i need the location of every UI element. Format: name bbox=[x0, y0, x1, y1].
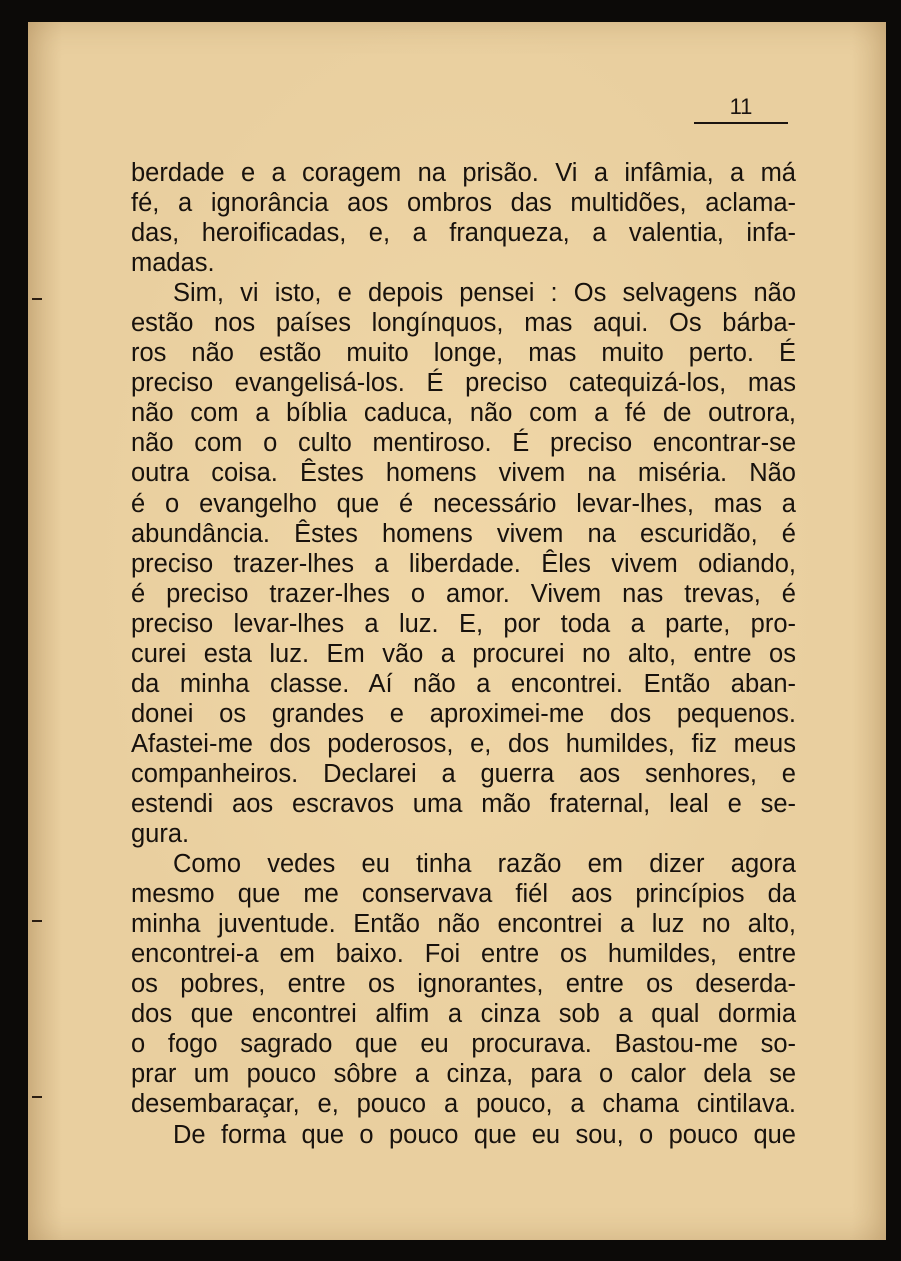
text-line: é o evangelho que é necessário levar-lhes, mas a bbox=[131, 489, 796, 518]
text-line: berdade e a coragem na prisão. Vi a infâmia, a má bbox=[131, 159, 796, 187]
text-line: é preciso trazer-lhes o amor. Vivem nas trevas, é bbox=[131, 579, 796, 608]
margin-mark bbox=[32, 298, 42, 300]
text-line: abundância. Êstes homens vivem na escuridão, é bbox=[131, 519, 796, 548]
text-line: minha juventude. Então não encontrei a luz no alto, bbox=[131, 910, 796, 939]
page-body-text bbox=[131, 158, 796, 1150]
text-line: não com o culto mentiroso. É preciso encontrar-se bbox=[131, 429, 796, 458]
page-number: 11 bbox=[694, 92, 788, 124]
text-line: mesmo que me conservava fiél aos princípios da bbox=[131, 880, 796, 909]
text-line: não com a bíblia caduca, não com a fé de outrora, bbox=[131, 399, 796, 428]
text-line: outra coisa. Êstes homens vivem na miséria. Não bbox=[131, 459, 796, 488]
text-line: preciso levar-lhes a luz. E, por toda a parte, pro- bbox=[131, 609, 796, 638]
text-line: desembaraçar, e, pouco a pouco, a chama cintilava. bbox=[131, 1090, 796, 1119]
text-line: prar um pouco sôbre a cinza, para o calor dela se bbox=[131, 1060, 796, 1089]
text-line: preciso evangelisá-los. É preciso catequizá-los, mas bbox=[131, 369, 796, 398]
text-line: donei os grandes e aproximei-me dos pequenos. bbox=[131, 699, 796, 728]
text-line: madas. bbox=[131, 249, 215, 278]
text-line: fé, a ignorância aos ombros das multidões, aclama- bbox=[131, 189, 796, 218]
text-line: das, heroificadas, e, a franqueza, a valentia, infa- bbox=[131, 219, 796, 248]
text-line: preciso trazer-lhes a liberdade. Êles vivem odiando, bbox=[131, 549, 796, 578]
text-line: o fogo sagrado que eu procurava. Bastou-me so- bbox=[131, 1030, 796, 1059]
text-line: da minha classe. Aí não a encontrei. Então aban- bbox=[131, 669, 796, 698]
text-line: ros não estão muito longe, mas muito perto. É bbox=[131, 339, 796, 368]
text-line: estão nos países longínquos, mas aqui. Os bárba- bbox=[131, 309, 796, 338]
text-line: De forma que o pouco que eu sou, o pouco que bbox=[173, 1120, 796, 1149]
text-line: Como vedes eu tinha razão em dizer agora bbox=[173, 850, 796, 879]
text-line: companheiros. Declarei a guerra aos senhores, e bbox=[131, 759, 796, 788]
text-line: encontrei-a em baixo. Foi entre os humildes, entre bbox=[131, 940, 796, 969]
text-line: estendi aos escravos uma mão fraternal, leal e se- bbox=[131, 789, 796, 818]
margin-mark bbox=[32, 1096, 42, 1098]
margin-mark bbox=[32, 920, 42, 922]
text-line: os pobres, entre os ignorantes, entre os deserda- bbox=[131, 970, 796, 999]
text-line: Afastei-me dos poderosos, e, dos humildes, fiz meus bbox=[131, 729, 796, 758]
text-line: curei esta luz. Em vão a procurei no alto, entre os bbox=[131, 639, 796, 668]
text-line: Sim, vi isto, e depois pensei : Os selvagens não bbox=[173, 279, 796, 308]
text-line: gura. bbox=[131, 820, 190, 849]
text-line: dos que encontrei alfim a cinza sob a qual dormia bbox=[131, 1000, 796, 1029]
